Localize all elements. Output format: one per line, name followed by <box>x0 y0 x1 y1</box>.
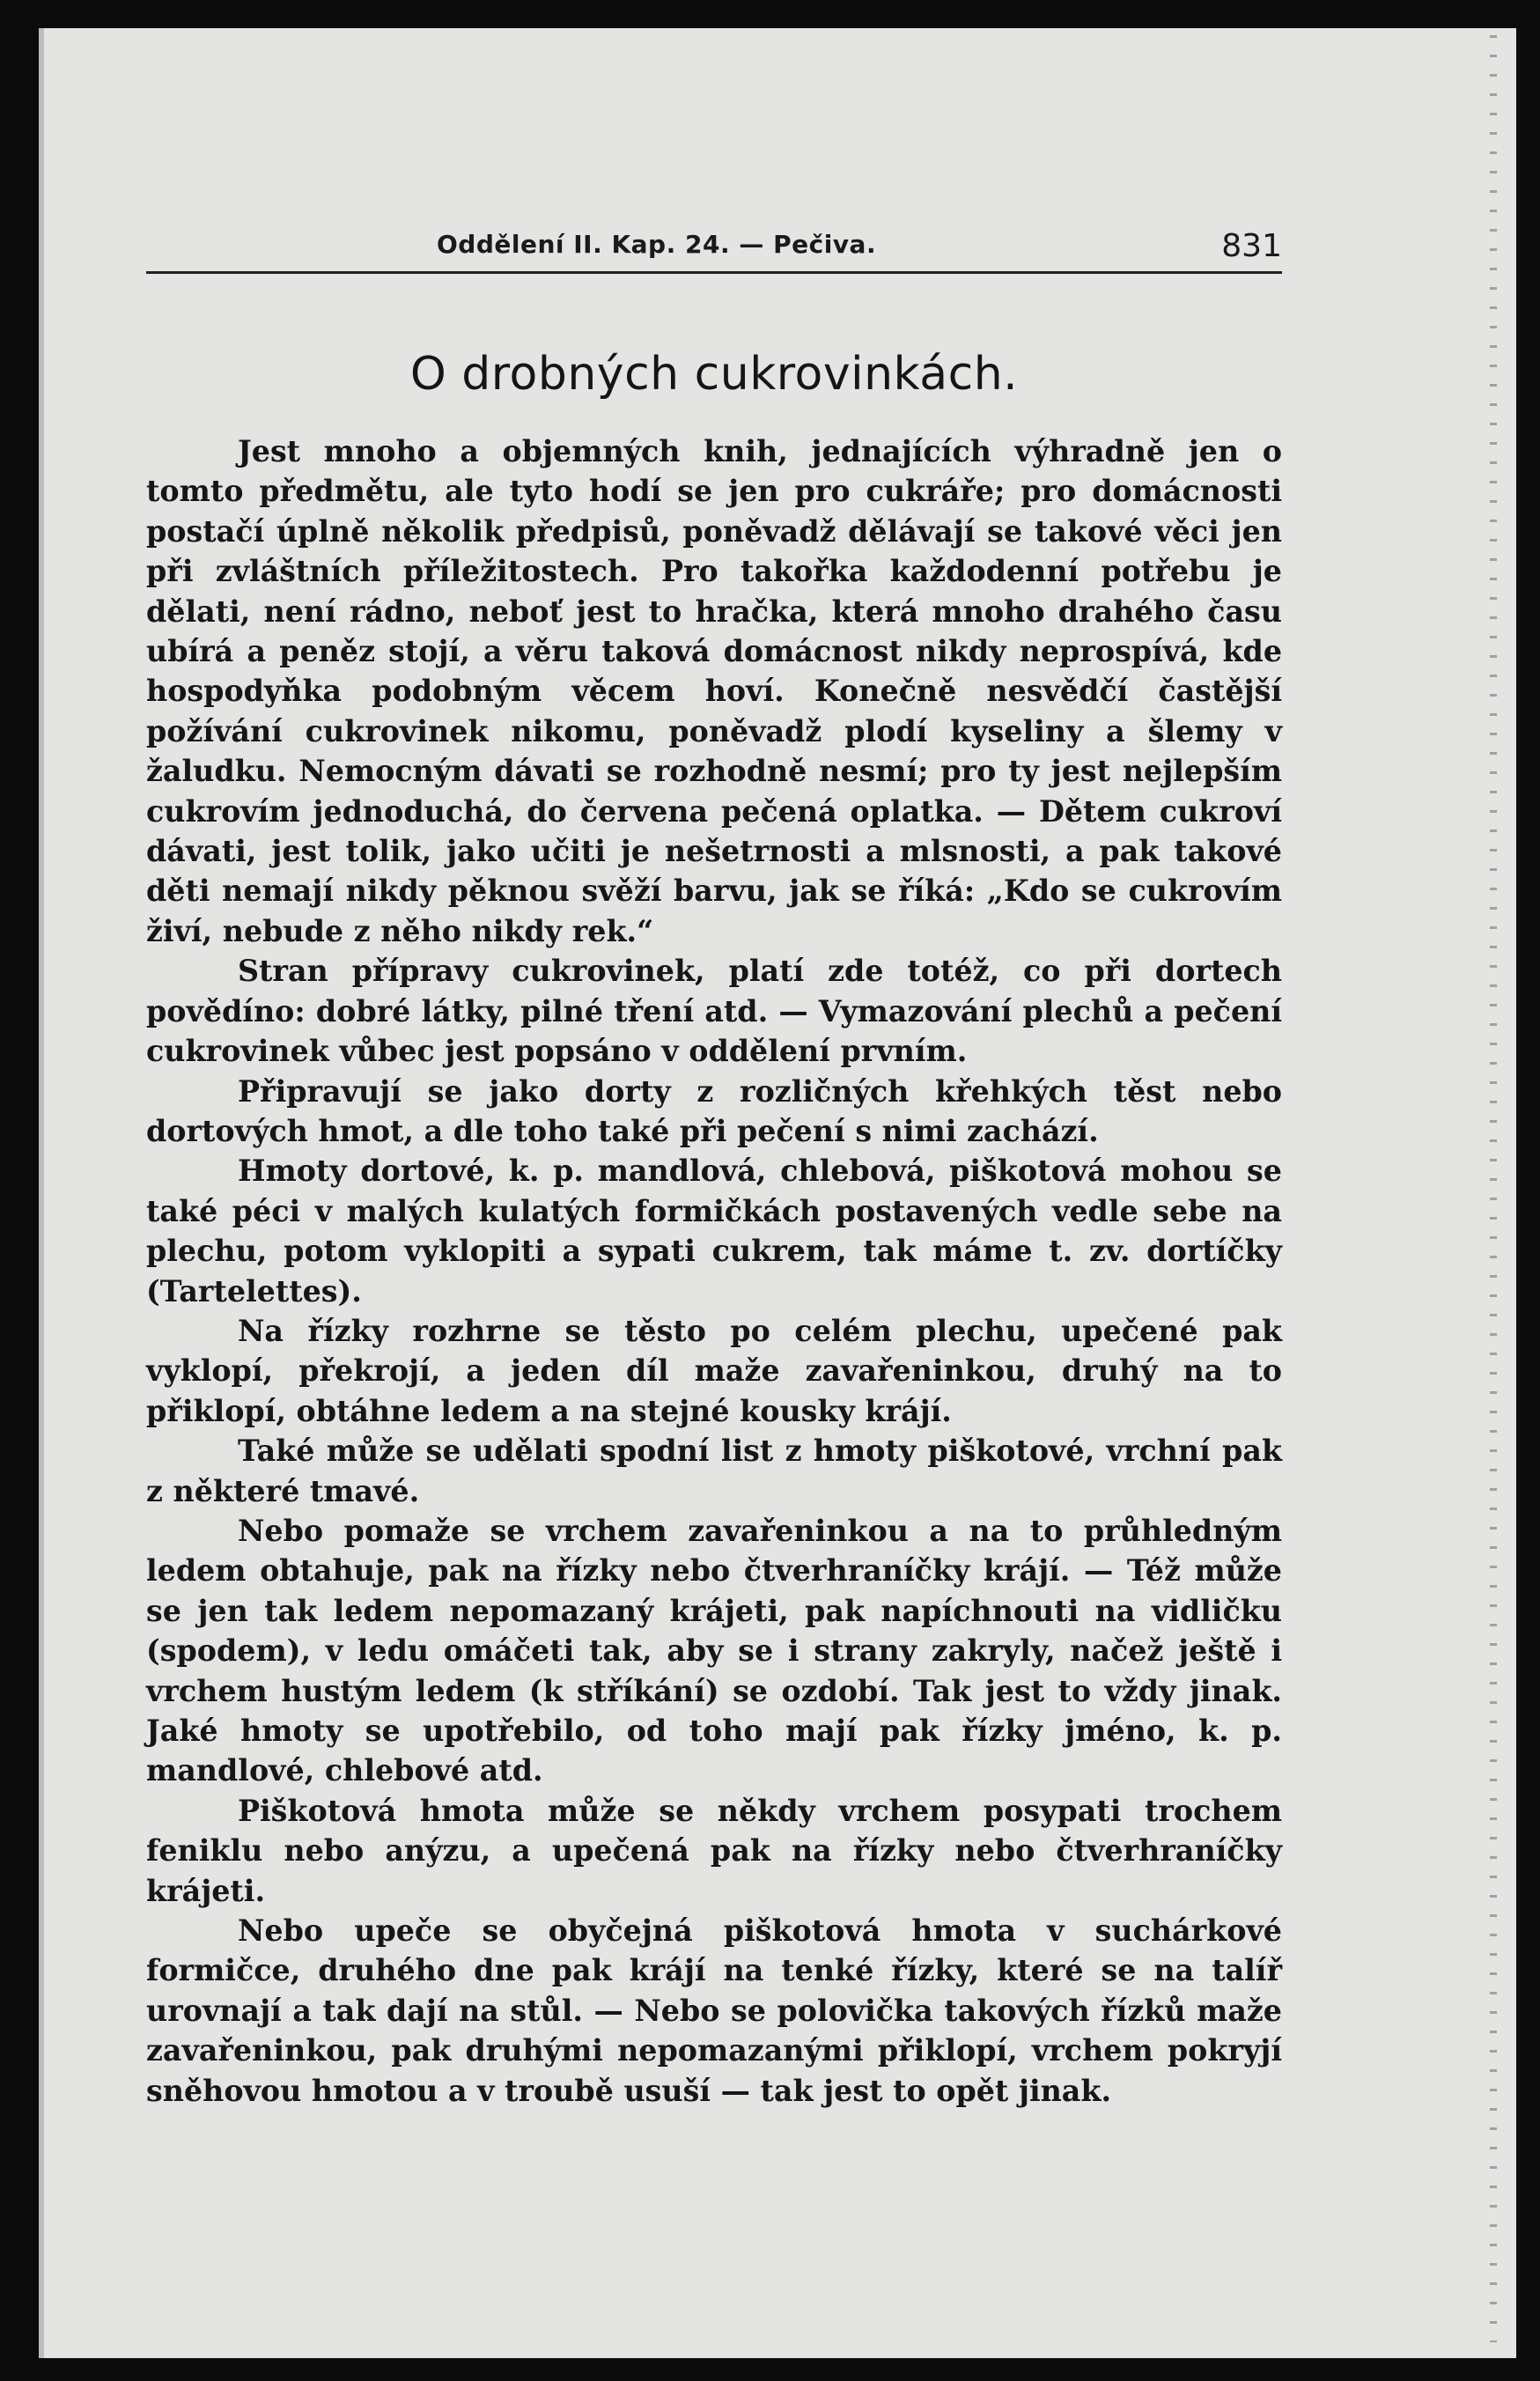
paragraph: Připravují se jako dorty z rozličných křehkých těst nebo dortových hmot, a dle toho také při pečení s nimi zachází. <box>146 1073 1282 1148</box>
body-text <box>146 431 1282 2111</box>
header-rule <box>146 271 1282 274</box>
paragraph: Nebo pomaže se vrchem zavařeninkou a na to průhledným ledem obtahuje, pak na řízky nebo čtverhraníčky krájí. — Též může se jen tak ledem nepomazaný krájeti, pak napíchnouti na vidličku (spodem), v ledu omáčeti tak, aby se i strany zakryly, načež ještě i vrchem hustým ledem (k stříkání) se ozdobí. Tak jest to vždy jinak. Jaké hmoty se upotřebilo, od toho mají pak řízky jméno, k. p. mandlové, chlebové atd. <box>146 1513 1282 1788</box>
paragraph: Stran přípravy cukrovinek, platí zde totéž, co při dortech povědíno: dobré látky, pilné tření atd. — Vymazování plechů a pečení cukrovinek vůbec jest popsáno v oddělení prvním. <box>146 954 1282 1069</box>
page-gutter-shadow <box>39 28 44 2358</box>
paragraph: Piškotová hmota může se někdy vrchem posypati trochem feniklu nebo anýzu, a upečená pak na řízky nebo čtverhraníčky krájeti. <box>146 1793 1282 1908</box>
running-head: Oddělení II. Kap. 24. — Pečiva. <box>437 230 877 259</box>
paragraph: Na řízky rozhrne se těsto po celém plechu, upečené pak vyklopí, překrojí, a jeden díl maže zavařeninkou, druhý na to přiklopí, obtáhne ledem a na stejné kousky krájí. <box>146 1313 1282 1428</box>
page-edge-texture <box>1490 35 1497 2342</box>
paragraph: Také může se udělati spodní list z hmoty piškotové, vrchní pak z některé tmavé. <box>146 1434 1282 1508</box>
paragraph: Hmoty dortové, k. p. mandlová, chlebová, piškotová mohou se také péci v malých kulatých formičkách postavených vedle sebe na plechu, potom vyklopiti a sypati cukrem, tak máme t. zv. dortíčky (Tartelettes). <box>146 1154 1282 1308</box>
page-number: 831 <box>1221 228 1282 264</box>
page-header <box>146 225 1282 272</box>
paragraph: Jest mnoho a objemných knih, jednajících výhradně jen o tomto předmětu, ale tyto hodí se jen pro cukráře; pro domácnosti postačí úplně několik předpisů, poněvadž dělávají se takové věci jen při zvláštních příležitostech. Pro takořka každodenní potřebu je dělati, není rádno, neboť jest to hračka, která mnoho drahého času ubírá a peněz stojí, a věru taková domácnost nikdy neprospívá, kde hospodyňka podobným věcem hoví. Konečně nesvědčí častější požívání cukrovinek nikomu, poněvadž plodí kyseliny a šlemy v žaludku. Nemocným dávati se rozhodně nesmí; pro ty jest nejlepším cukrovím jednoduchá, do červena pečená oplatka. — Dětem cukroví dávati, jest tolik, jako učiti je nešetrnosti a mlsnosti, a pak takové děti nemají nikdy pěknou svěží barvu, jak se říká: „Kdo se cukrovím živí, nebude z něho nikdy rek.“ <box>146 434 1282 948</box>
chapter-title: O drobných cukrovinkách. <box>409 348 1019 401</box>
paragraph: Nebo upeče se obyčejná piškotová hmota v suchárkové formičce, druhého dne pak krájí na tenké řízky, které se na talíř urovnají a tak dají na stůl. — Nebo se polovička takových řízků maže zavařeninkou, pak druhými nepomazanými přiklopí, vrchem pokryjí sněhovou hmotou a v troubě usuší — tak jest to opět jinak. <box>146 1913 1282 2108</box>
